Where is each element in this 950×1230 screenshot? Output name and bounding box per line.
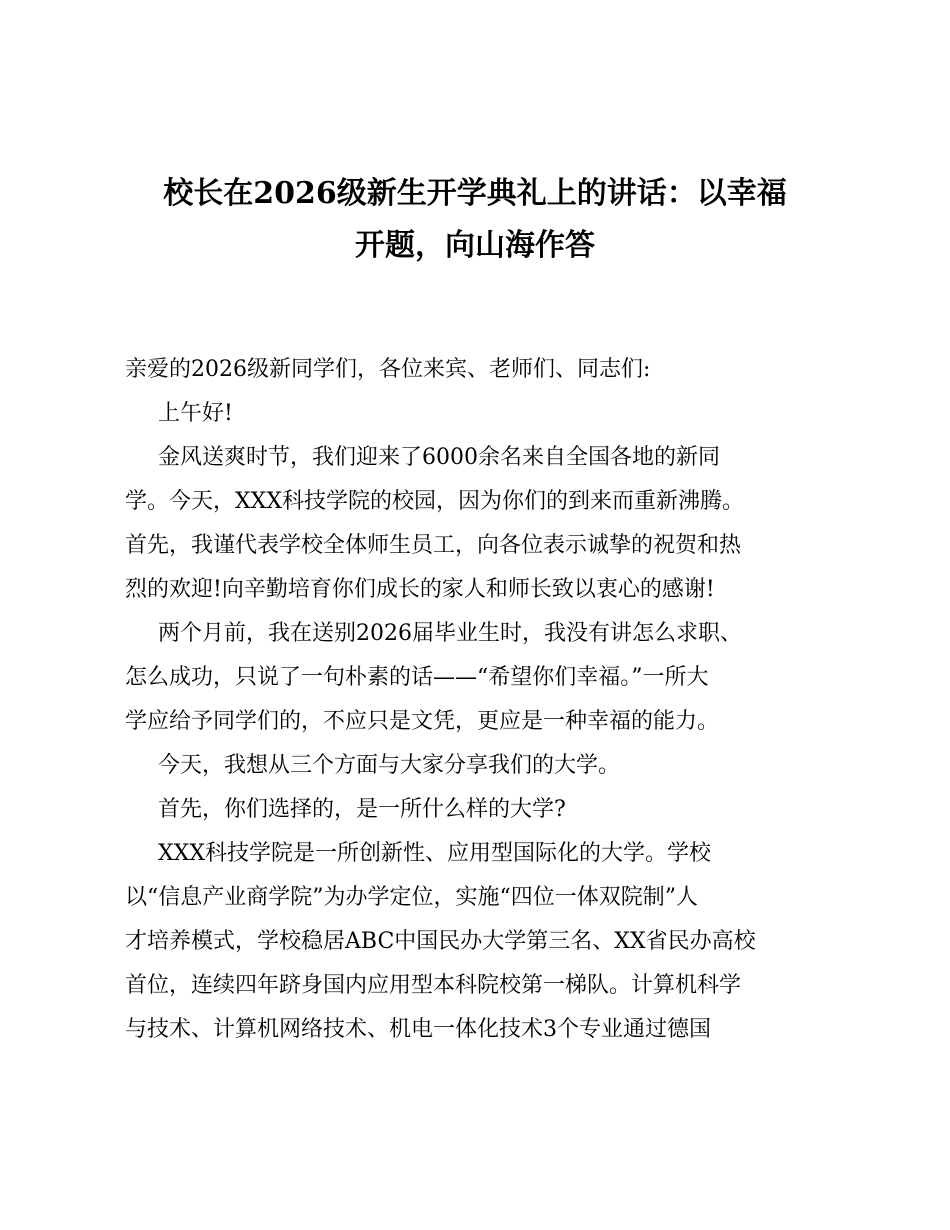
paragraph-line: 金风送爽时节，我们迎来了6000余名来自全国各地的新同 [158, 445, 720, 470]
paragraph-line: 学应给予同学们的，不应只是文凭，更应是一种幸福的能力。 [125, 709, 720, 734]
paragraph-line: 烈的欢迎!向辛勤培育你们成长的家人和师长致以衷心的感谢! [125, 577, 715, 602]
title-line: 开题，向山海作答 [355, 228, 595, 263]
paragraph-line: XXX科技学院是一所创新性、应用型国际化的大学。学校 [158, 841, 711, 866]
paragraph-line: 两个月前，我在送别2026届毕业生时，我没有讲怎么求职、 [158, 621, 742, 646]
section-heading-line: 首先，你们选择的，是一所什么样的大学? [158, 797, 566, 822]
paragraph-line: 首先，我谨代表学校全体师生员工，向各位表示诚挚的祝贺和热 [125, 533, 742, 558]
salutation-line: 亲爱的2026级新同学们，各位来宾、老师们、同志们: [125, 357, 651, 382]
paragraph-line: 与技术、计算机网络技术、机电一体化技术3个专业通过德国 [125, 1017, 711, 1042]
paragraph-line: 以“信息产业商学院”为办学定位，实施“四位一体双院制”人 [125, 885, 698, 910]
greeting-line: 上午好! [158, 401, 233, 426]
paragraph-line: 才培养模式，学校稳居ABC中国民办大学第三名、XX省民办高校 [125, 929, 756, 954]
document-title [112, 168, 838, 272]
paragraph-line: 怎么成功，只说了一句朴素的话——“希望你们幸福。”一所大 [125, 665, 709, 690]
title-line: 校长在2026级新生开学典礼上的讲话：以幸福 [163, 176, 787, 211]
paragraph-line: 学。今天，XXX科技学院的校园，因为你们的到来而重新沸腾。 [125, 489, 744, 514]
paragraph-line: 今天，我想从三个方面与大家分享我们的大学。 [158, 753, 621, 778]
paragraph-line: 首位，连续四年跻身国内应用型本科院校第一梯队。计算机科学 [125, 973, 742, 998]
document-body [125, 348, 825, 1052]
